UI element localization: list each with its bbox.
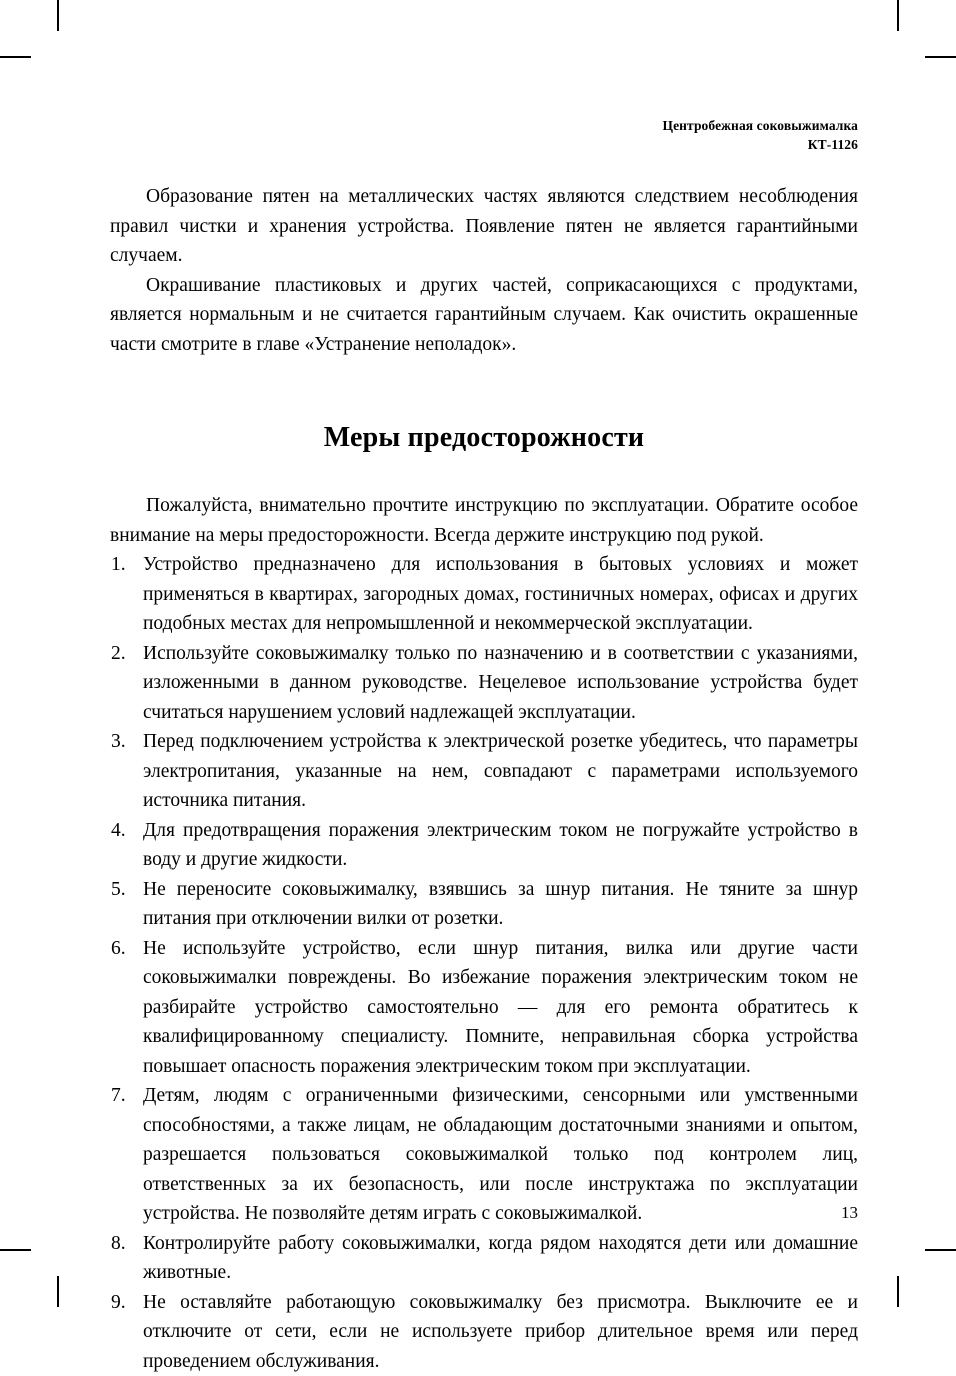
section-title: Меры предосторожности [110,359,858,491]
list-item-number: 7. [111,1081,137,1111]
list-item-number: 2. [111,639,137,669]
running-head [662,116,858,154]
list-item [110,550,858,639]
list-item [110,934,858,1082]
list-item-number: 5. [111,875,137,905]
list-item [110,875,858,934]
list-item [110,1081,858,1229]
body-paragraph-stains: Образование пятен на металлических частях являются следствием несоблюдения правил чистки и хранения устройства. Появление пятен не является гарантийными случаем. [110,182,858,271]
list-item-number: 8. [111,1229,137,1259]
section-intro-paragraph: Пожалуйста, внимательно прочтите инструкцию по эксплуатации. Обратите особое внимание на меры предосторожности. Всегда держите инструкцию под рукой. [110,491,858,550]
list-item-number: 3. [111,727,137,757]
list-item-text: Контролируйте работу соковыжималки, когда рядом находятся дети или домашние животные. [143,1233,858,1284]
list-item-text: Не оставляйте работающую соковыжималку без присмотра. Выключите ее и отключите от сети, если не используете прибор длительное время или перед проведением обслуживания. [143,1292,858,1372]
running-head-model-number: КТ-1126 [662,135,858,154]
list-item [110,816,858,875]
list-item-number: 1. [111,550,137,580]
list-item-text: Детям, людям с ограниченными физическими, сенсорными или умственными способностями, а также лицам, не обладающим достаточными знаниями и опытом, разрешается пользоваться соковыжималкой только под контролем лиц, ответственных за их безопасность, или после инструктажа по эксплуатации устройства. Не позволяйте детям играть с соковыжималкой. [143,1085,858,1224]
body-paragraph-discoloration: Окрашивание пластиковых и других частей, соприкасающихся с продуктами, является нормальным и не считается гарантийным случаем. Как очистить окрашенные части смотрите в главе «Устранение неполадок». [110,271,858,360]
list-item-text: Не используйте устройство, если шнур питания, вилка или другие части соковыжималки повреждены. Во избежание поражения электрическим током не разбирайте устройство самостоятельно — для его ремонта обратитесь к квалифицированному специалисту. Помните, неправильная сборка устройства повышает опасность поражения электрическим током при эксплуатации. [143,938,858,1077]
list-item-number: 9. [111,1288,137,1318]
page-content [110,182,858,1376]
list-item [110,727,858,816]
list-item-text: Для предотвращения поражения электрическим током не погружайте устройство в воду и другие жидкости. [143,820,858,871]
running-head-product-name: Центробежная соковыжималка [662,116,858,135]
list-item-text: Используйте соковыжималку только по назначению и в соответствии с указаниями, изложенными в данном руководстве. Нецелевое использование устройства будет считаться нарушением условий надлежащей эксплуатации. [143,643,858,723]
list-item-text: Перед подключением устройства к электрической розетке убедитесь, что параметры электропитания, указанные на нем, совпадают с параметрами используемого источника питания. [143,731,858,811]
precautions-list [110,550,858,1376]
list-item [110,1288,858,1376]
list-item-number: 6. [111,934,137,964]
list-item [110,639,858,728]
list-item-text: Устройство предназначено для использования в бытовых условиях и может применяться в квартирах, загородных домах, гостиничных номерах, офисах и других подобных местах для непромышленной и некоммерческой эксплуатации. [143,554,858,634]
list-item-number: 4. [111,816,137,846]
list-item [110,1229,858,1288]
page-number: 13 [841,1203,858,1223]
list-item-text: Не переносите соковыжималку, взявшись за шнур питания. Не тяните за шнур питания при отключении вилки от розетки. [143,879,858,930]
